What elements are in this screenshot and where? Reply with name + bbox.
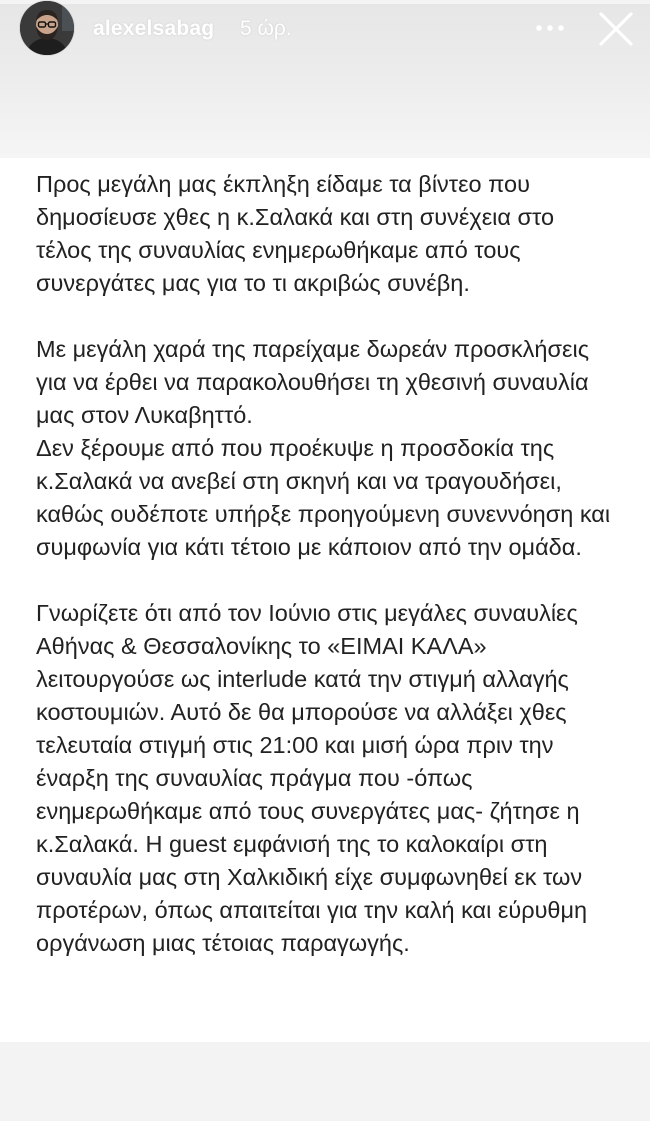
text-line: Δεν ξέρουμε από που προέκυψε η προσδοκία της xyxy=(36,435,555,461)
statement-paragraph-1 xyxy=(36,168,626,300)
text-line: κ.Σαλακά να ανεβεί στη σκηνή και να τραγουδήσει, xyxy=(36,468,562,494)
text-line: μας στον Λυκαβηττό. xyxy=(36,402,253,428)
text-line: προτέρων, όπως απαιτείται για την καλή και εύρυθμη xyxy=(36,897,588,923)
text-line: οργάνωση μιας τέτοιας παραγωγής. xyxy=(36,930,410,956)
text-line: δημοσίευσε χθες η κ.Σαλακά και στη συνέχεια στο xyxy=(36,204,555,230)
avatar[interactable] xyxy=(20,1,74,55)
story-time-ago: 5 ώρ. xyxy=(240,17,292,40)
text-line: συνεργάτες μας για το τι ακριβώς συνέβη. xyxy=(36,270,470,296)
text-line: Με μεγάλη χαρά της παρείχαμε δωρεάν προσκλήσεις xyxy=(36,336,590,362)
more-horizontal-icon[interactable] xyxy=(532,14,568,42)
text-line: καθώς ουδέποτε υπήρξε προηγούμενη συνεννόηση και xyxy=(36,501,611,527)
text-line: έναρξη της συναυλίας πράγμα που -όπως xyxy=(36,765,473,791)
text-line: κ.Σαλακά. Η guest εμφάνισή της το καλοκαίρι στη xyxy=(36,831,548,857)
close-icon[interactable] xyxy=(596,9,636,49)
text-line: συναυλία μας στη Χαλκιδική είχε συμφωνηθεί εκ των xyxy=(36,864,583,890)
text-line: ενημερωθήκαμε από τους συνεργάτες μας- ζήτησε η xyxy=(36,798,580,824)
text-line: τέλος της συναυλίας ενημερωθήκαμε από τους xyxy=(36,237,521,263)
statement-paragraph-2 xyxy=(36,333,626,564)
story-header xyxy=(0,0,650,60)
text-line: Γνωρίζετε ότι από τον Ιούνιο στις μεγάλες συναυλίες xyxy=(36,600,578,626)
text-line: λειτουργούσε ως interlude κατά την στιγμή αλλαγής xyxy=(36,666,569,692)
statement-paragraph-3 xyxy=(36,597,626,960)
story-bottom-band xyxy=(0,1042,650,1121)
text-line: συμφωνία για κάτι τέτοιο με κάποιον από την ομάδα. xyxy=(36,534,582,560)
text-line: τελευταία στιγμή στις 21:00 και μισή ώρα πριν την xyxy=(36,732,554,758)
statement-text xyxy=(36,168,626,993)
text-line: για να έρθει να παρακολουθήσει τη χθεσινή συναυλία xyxy=(36,369,589,395)
avatar-picture xyxy=(20,1,74,55)
text-line: Προς μεγάλη μας έκπληξη είδαμε τα βίντεο που xyxy=(36,171,530,197)
story-username[interactable]: alexelsabag xyxy=(93,17,215,40)
text-line: Αθήνας & Θεσσαλονίκης το «ΕΙΜΑΙ ΚΑΛΑ» xyxy=(36,633,487,659)
text-line: κοστουμιών. Αυτό δε θα μπορούσε να αλλάξει χθες xyxy=(36,699,567,725)
